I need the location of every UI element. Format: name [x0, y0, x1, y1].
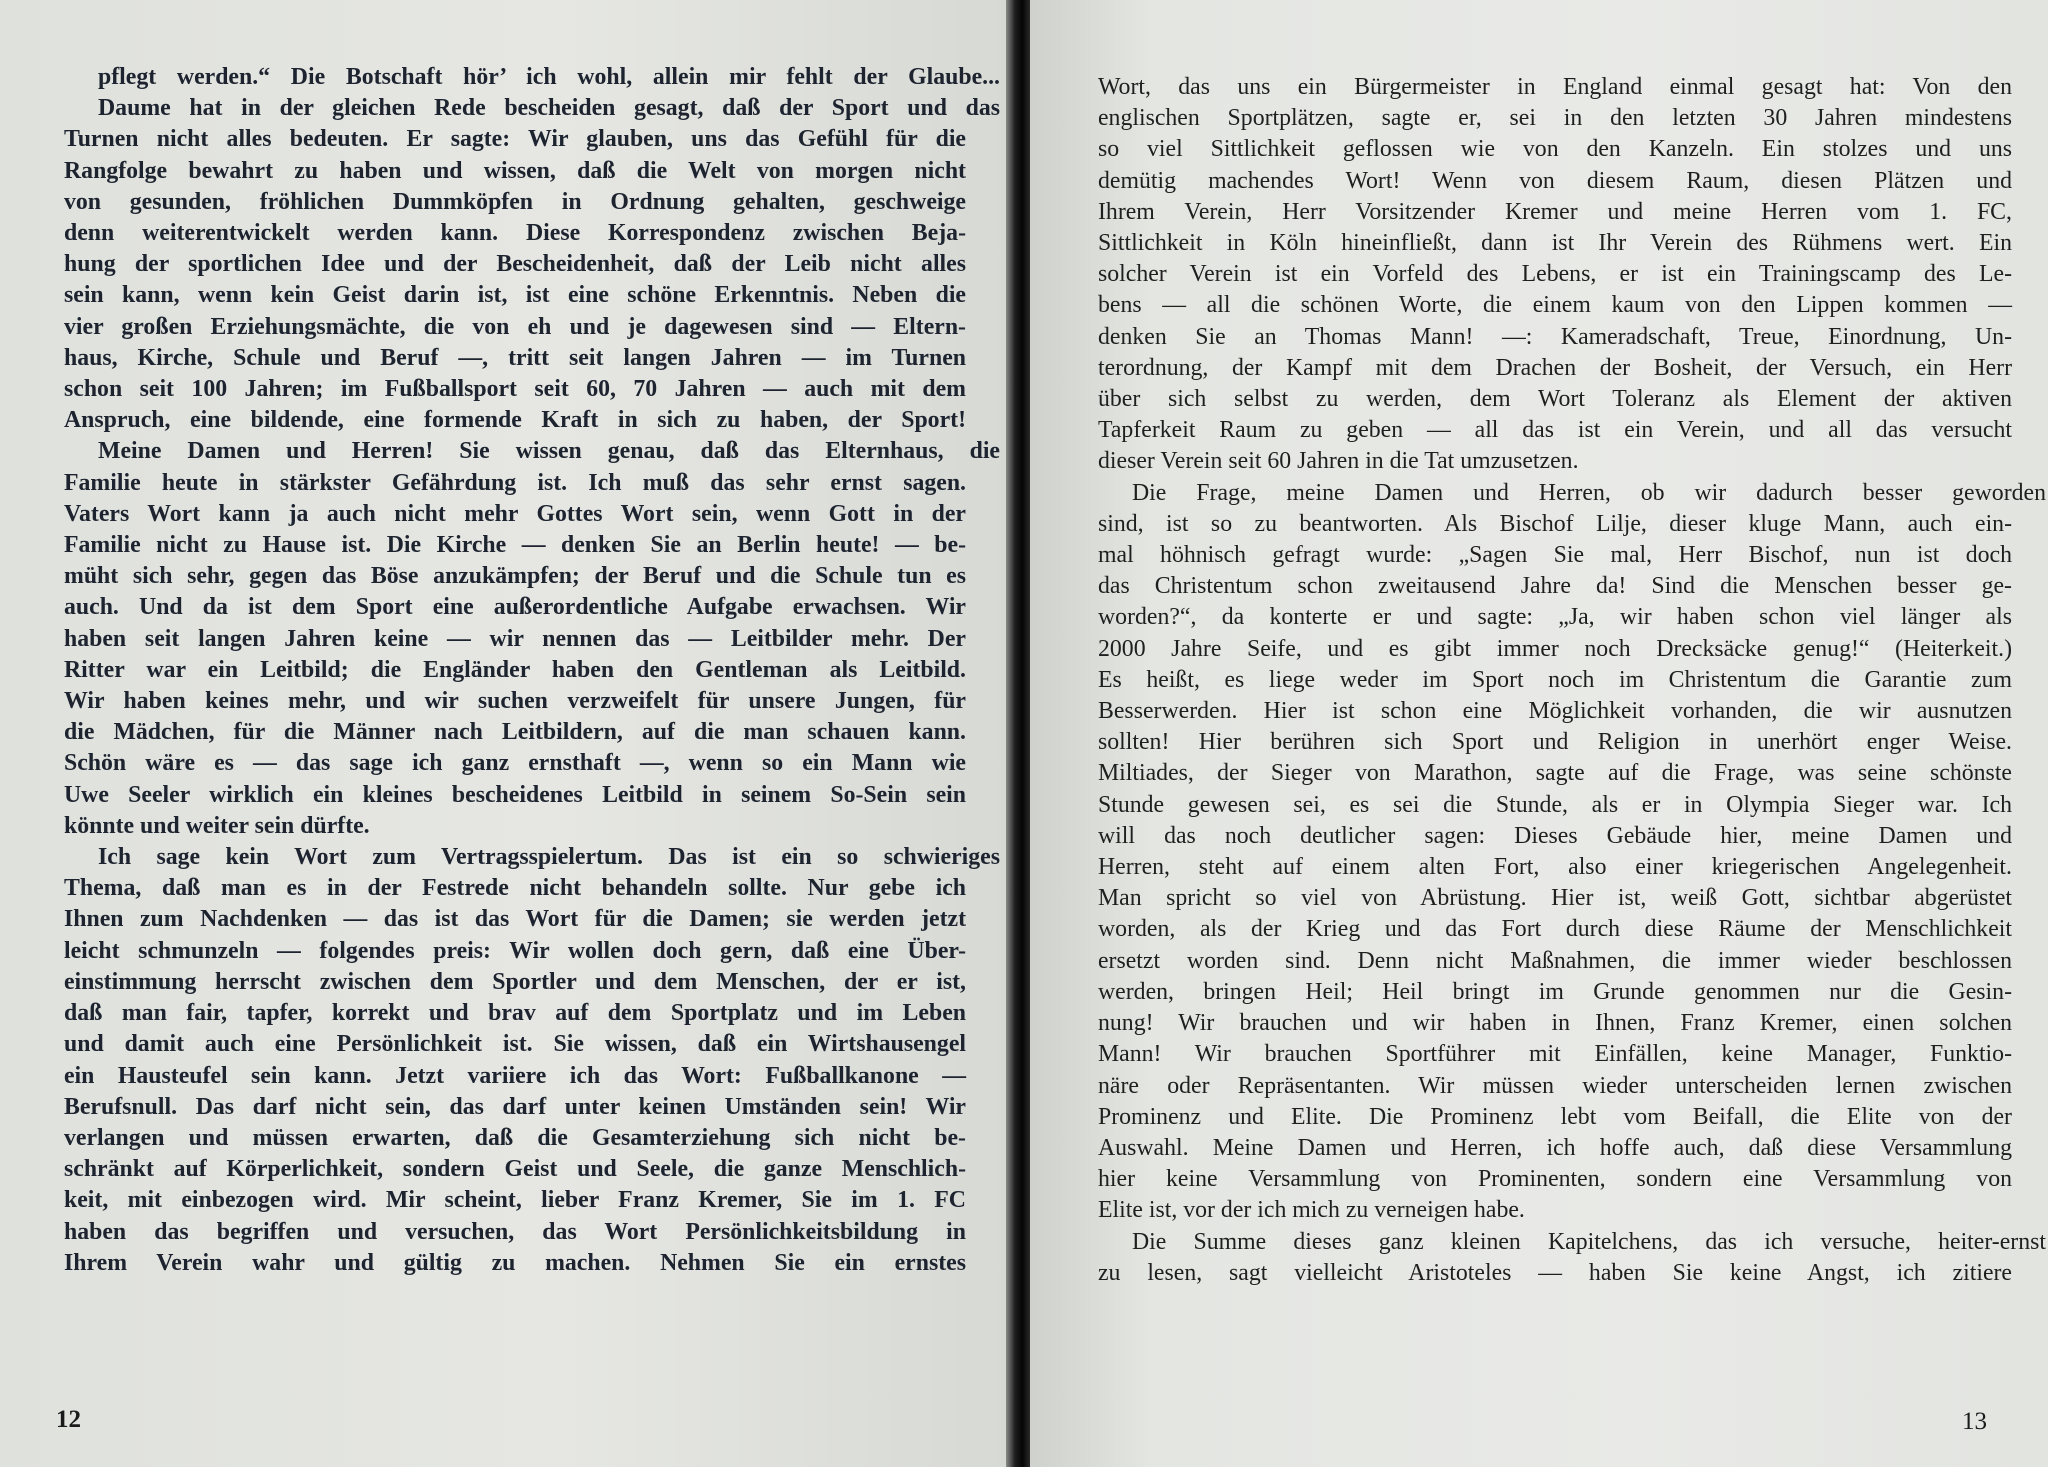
text-line: Ihnen zum Nachdenken — das ist das Wort für die Damen; sie werden jetzt [64, 906, 966, 933]
left-page-text [64, 62, 1000, 1279]
right-page [1030, 0, 2048, 1467]
text-line: vier großen Erziehungsmächte, die von eh und je dagewesen sind — Eltern- [64, 313, 966, 340]
text-line: haben das begriffen und versuchen, das Wort Persönlichkeitsbildung in [64, 1218, 966, 1245]
text-line: denn weiterentwickelt werden kann. Diese Korrespondenz zwischen Beja- [64, 220, 966, 247]
text-line: sein kann, wenn kein Geist darin ist, ist eine schöne Erkenntnis. Neben die [64, 282, 966, 309]
text-line: das Christentum schon zweitausend Jahre da! Sind die Menschen besser ge- [1098, 573, 2012, 600]
text-line: Miltiades, der Sieger von Marathon, sagte auf die Frage, was seine schönste [1098, 760, 2012, 787]
text-line: denken Sie an Thomas Mann! —: Kameradschaft, Treue, Einordnung, Un- [1098, 323, 2012, 350]
text-line: sollten! Hier berühren sich Sport und Religion in unerhört enger Weise. [1098, 729, 2012, 756]
text-line: Turnen nicht alles bedeuten. Er sagte: Wir glauben, uns das Gefühl für die [64, 126, 966, 153]
text-line: Daume hat in der gleichen Rede bescheiden gesagt, daß der Sport und das [98, 95, 1000, 122]
text-line: worden?“, da konterte er und sagte: „Ja, wir haben schon viel länger als [1098, 604, 2012, 631]
text-line: Auswahl. Meine Damen und Herren, ich hoffe auch, daß diese Versammlung [1098, 1134, 2012, 1161]
text-line: Thema, daß man es in der Festrede nicht behandeln sollte. Nur gebe ich [64, 875, 966, 902]
text-line: Man spricht so viel von Abrüstung. Hier ist, weiß Gott, sichtbar abgerüstet [1098, 885, 2012, 912]
text-line: die Mädchen, für die Männer nach Leitbildern, auf die man schauen kann. [64, 719, 966, 746]
text-line: hung der sportlichen Idee und der Bescheidenheit, daß der Leib nicht alles [64, 251, 966, 278]
text-line: könnte und weiter sein dürfte. [64, 812, 370, 839]
text-line: auch. Und da ist dem Sport eine außerordentliche Aufgabe erwachsen. Wir [64, 594, 966, 621]
text-line: nung! Wir brauchen und wir haben in Ihnen, Franz Kremer, einen solchen [1098, 1010, 2012, 1037]
text-line: dieser Verein seit 60 Jahren in die Tat umzusetzen. [1098, 448, 1579, 475]
text-line: schon seit 100 Jahren; im Fußballsport seit 60, 70 Jahren — auch mit dem [64, 376, 966, 403]
text-line: leicht schmunzeln — folgendes preis: Wir wollen doch gern, daß eine Über- [64, 937, 966, 964]
text-line: Vaters Wort kann ja auch nicht mehr Gottes Wort sein, wenn Gott in der [64, 500, 966, 527]
text-line: einstimmung herrscht zwischen dem Sportler und dem Menschen, der er ist, [64, 968, 966, 995]
text-line: 2000 Jahre Seife, und es gibt immer noch Drecksäcke genug!“ (Heiterkeit.) [1098, 635, 2012, 662]
text-line: ersetzt worden sind. Denn nicht Maßnahmen, die immer wieder beschlossen [1098, 947, 2012, 974]
text-line: Ich sage kein Wort zum Vertragsspielertum. Das ist ein so schwieriges [98, 844, 1000, 871]
text-line: haben seit langen Jahren keine — wir nennen das — Leitbilder mehr. Der [64, 625, 966, 652]
text-line: demütig machendes Wort! Wenn von diesem Raum, diesen Plätzen und [1098, 167, 2012, 194]
text-line: werden, bringen Heil; Heil bringt im Grunde genommen nur die Gesin- [1098, 978, 2012, 1005]
text-line: Mann! Wir brauchen Sportführer mit Einfällen, keine Manager, Funktio- [1098, 1041, 2012, 1068]
left-page [0, 0, 1010, 1467]
text-line: daß man fair, tapfer, korrekt und brav auf dem Sportplatz und im Leben [64, 1000, 966, 1027]
text-line: Die Summe dieses ganz kleinen Kapitelchens, das ich versuche, heiter-ernst [1132, 1228, 2046, 1255]
text-line: englischen Sportplätzen, sagte er, sei in den letzten 30 Jahren mindestens [1098, 105, 2012, 132]
text-line: ein Hausteufel sein kann. Jetzt variiere ich das Wort: Fußballkanone — [64, 1062, 966, 1089]
text-line: terordnung, der Kampf mit dem Drachen der Bosheit, der Versuch, ein Herr [1098, 354, 2012, 381]
text-line: näre oder Repräsentanten. Wir müssen wieder unterscheiden lernen zwischen [1098, 1072, 2012, 1099]
text-line: Tapferkeit Raum zu geben — all das ist ein Verein, und all das versucht [1098, 417, 2012, 444]
text-line: Ihrem Verein wahr und gültig zu machen. Nehmen Sie ein ernstes [64, 1249, 966, 1276]
text-line: Wort, das uns ein Bürgermeister in England einmal gesagt hat: Von den [1098, 74, 2012, 100]
text-line: hier keine Versammlung von Prominenten, sondern eine Versammlung von [1098, 1166, 2012, 1193]
text-line: so viel Sittlichkeit geflossen wie von den Kanzeln. Ein stolzes und uns [1098, 136, 2012, 163]
text-line: worden, als der Krieg und das Fort durch diese Räume der Menschlichkeit [1098, 916, 2012, 943]
text-line: schränkt auf Körperlichkeit, sondern Geist und Seele, die ganze Menschlich- [64, 1156, 966, 1183]
text-line: Ritter war ein Leitbild; die Engländer haben den Gentleman als Leitbild. [64, 656, 966, 683]
text-line: Uwe Seeler wirklich ein kleines bescheidenes Leitbild in seinem So-Sein sein [64, 781, 966, 808]
text-line: Wir haben keines mehr, und wir suchen verzweifelt für unsere Jungen, für [64, 688, 966, 715]
text-line: bens — all die schönen Worte, die einem kaum von den Lippen kommen — [1098, 292, 2012, 319]
text-line: Herren, steht auf einem alten Fort, also einer kriegerischen Angelegenheit. [1098, 854, 2012, 881]
text-line: Die Frage, meine Damen und Herren, ob wir dadurch besser geworden [1132, 479, 2046, 506]
text-line: Schön wäre es — das sage ich ganz ernsthaft —, wenn so ein Mann wie [64, 750, 966, 777]
text-line: Anspruch, eine bildende, eine formende Kraft in sich zu haben, der Sport! [64, 407, 966, 434]
text-line: sind, ist so zu beantworten. Als Bischof Lilje, dieser kluge Mann, auch ein- [1098, 510, 2012, 537]
text-line: von gesunden, fröhlichen Dummköpfen in Ordnung gehalten, geschweige [64, 188, 966, 215]
text-line: Elite ist, vor der ich mich zu verneigen habe. [1098, 1197, 1525, 1224]
right-page-number: 13 [1962, 1408, 1987, 1435]
text-line: Prominenz und Elite. Die Prominenz lebt vom Beifall, die Elite von der [1098, 1103, 2012, 1130]
text-line: haus, Kirche, Schule und Beruf —, tritt seit langen Jahren — im Turnen [64, 344, 966, 371]
text-line: mal höhnisch gefragt wurde: „Sagen Sie mal, Herr Bischof, nun ist doch [1098, 542, 2012, 569]
text-line: Besserwerden. Hier ist schon eine Möglichkeit vorhanden, die wir ausnutzen [1098, 698, 2012, 725]
text-line: Ihrem Verein, Herr Vorsitzender Kremer und meine Herren vom 1. FC, [1098, 198, 2012, 225]
text-line: verlangen und müssen erwarten, daß die Gesamterziehung sich nicht be- [64, 1124, 966, 1151]
left-page-number: 12 [56, 1406, 81, 1433]
text-line: solcher Verein ist ein Vorfeld des Lebens, er ist ein Trainingscamp des Le- [1098, 261, 2012, 288]
text-line: Familie heute in stärkster Gefährdung ist. Ich muß das sehr ernst sagen. [64, 469, 966, 496]
text-line: und damit auch eine Persönlichkeit ist. Sie wissen, daß ein Wirtshausengel [64, 1031, 966, 1058]
text-line: Familie nicht zu Hause ist. Die Kirche — denken Sie an Berlin heute! — be- [64, 532, 966, 559]
text-line: will das noch deutlicher sagen: Dieses Gebäude hier, meine Damen und [1098, 822, 2012, 849]
text-line: Berufsnull. Das darf nicht sein, das darf unter keinen Umständen sein! Wir [64, 1093, 966, 1120]
text-line: zu lesen, sagt vielleicht Aristoteles — haben Sie keine Angst, ich zitiere [1098, 1259, 2012, 1286]
text-line: Rangfolge bewahrt zu haben und wissen, daß die Welt von morgen nicht [64, 157, 966, 184]
text-line: Es heißt, es liege weder im Sport noch im Christentum die Garantie zum [1098, 666, 2012, 693]
text-line: Stunde gewesen sei, es sei die Stunde, als er in Olympia Sieger war. Ich [1098, 791, 2012, 818]
text-line: keit, mit einbezogen wird. Mir scheint, lieber Franz Kremer, Sie im 1. FC [64, 1187, 966, 1214]
text-line: pflegt werden.“ Die Botschaft hör’ ich wohl, allein mir fehlt der Glaube... [98, 64, 1000, 90]
text-line: über sich selbst zu werden, dem Wort Toleranz als Element der aktiven [1098, 386, 2012, 413]
text-line: Meine Damen und Herren! Sie wissen genau, daß das Elternhaus, die [98, 438, 1000, 465]
text-line: müht sich sehr, gegen das Böse anzukämpfen; der Beruf und die Schule tun es [64, 563, 966, 590]
text-line: Sittlichkeit in Köln hineinfließt, dann ist Ihr Verein des Rühmens wert. Ein [1098, 230, 2012, 257]
right-page-text [1098, 72, 2046, 1289]
